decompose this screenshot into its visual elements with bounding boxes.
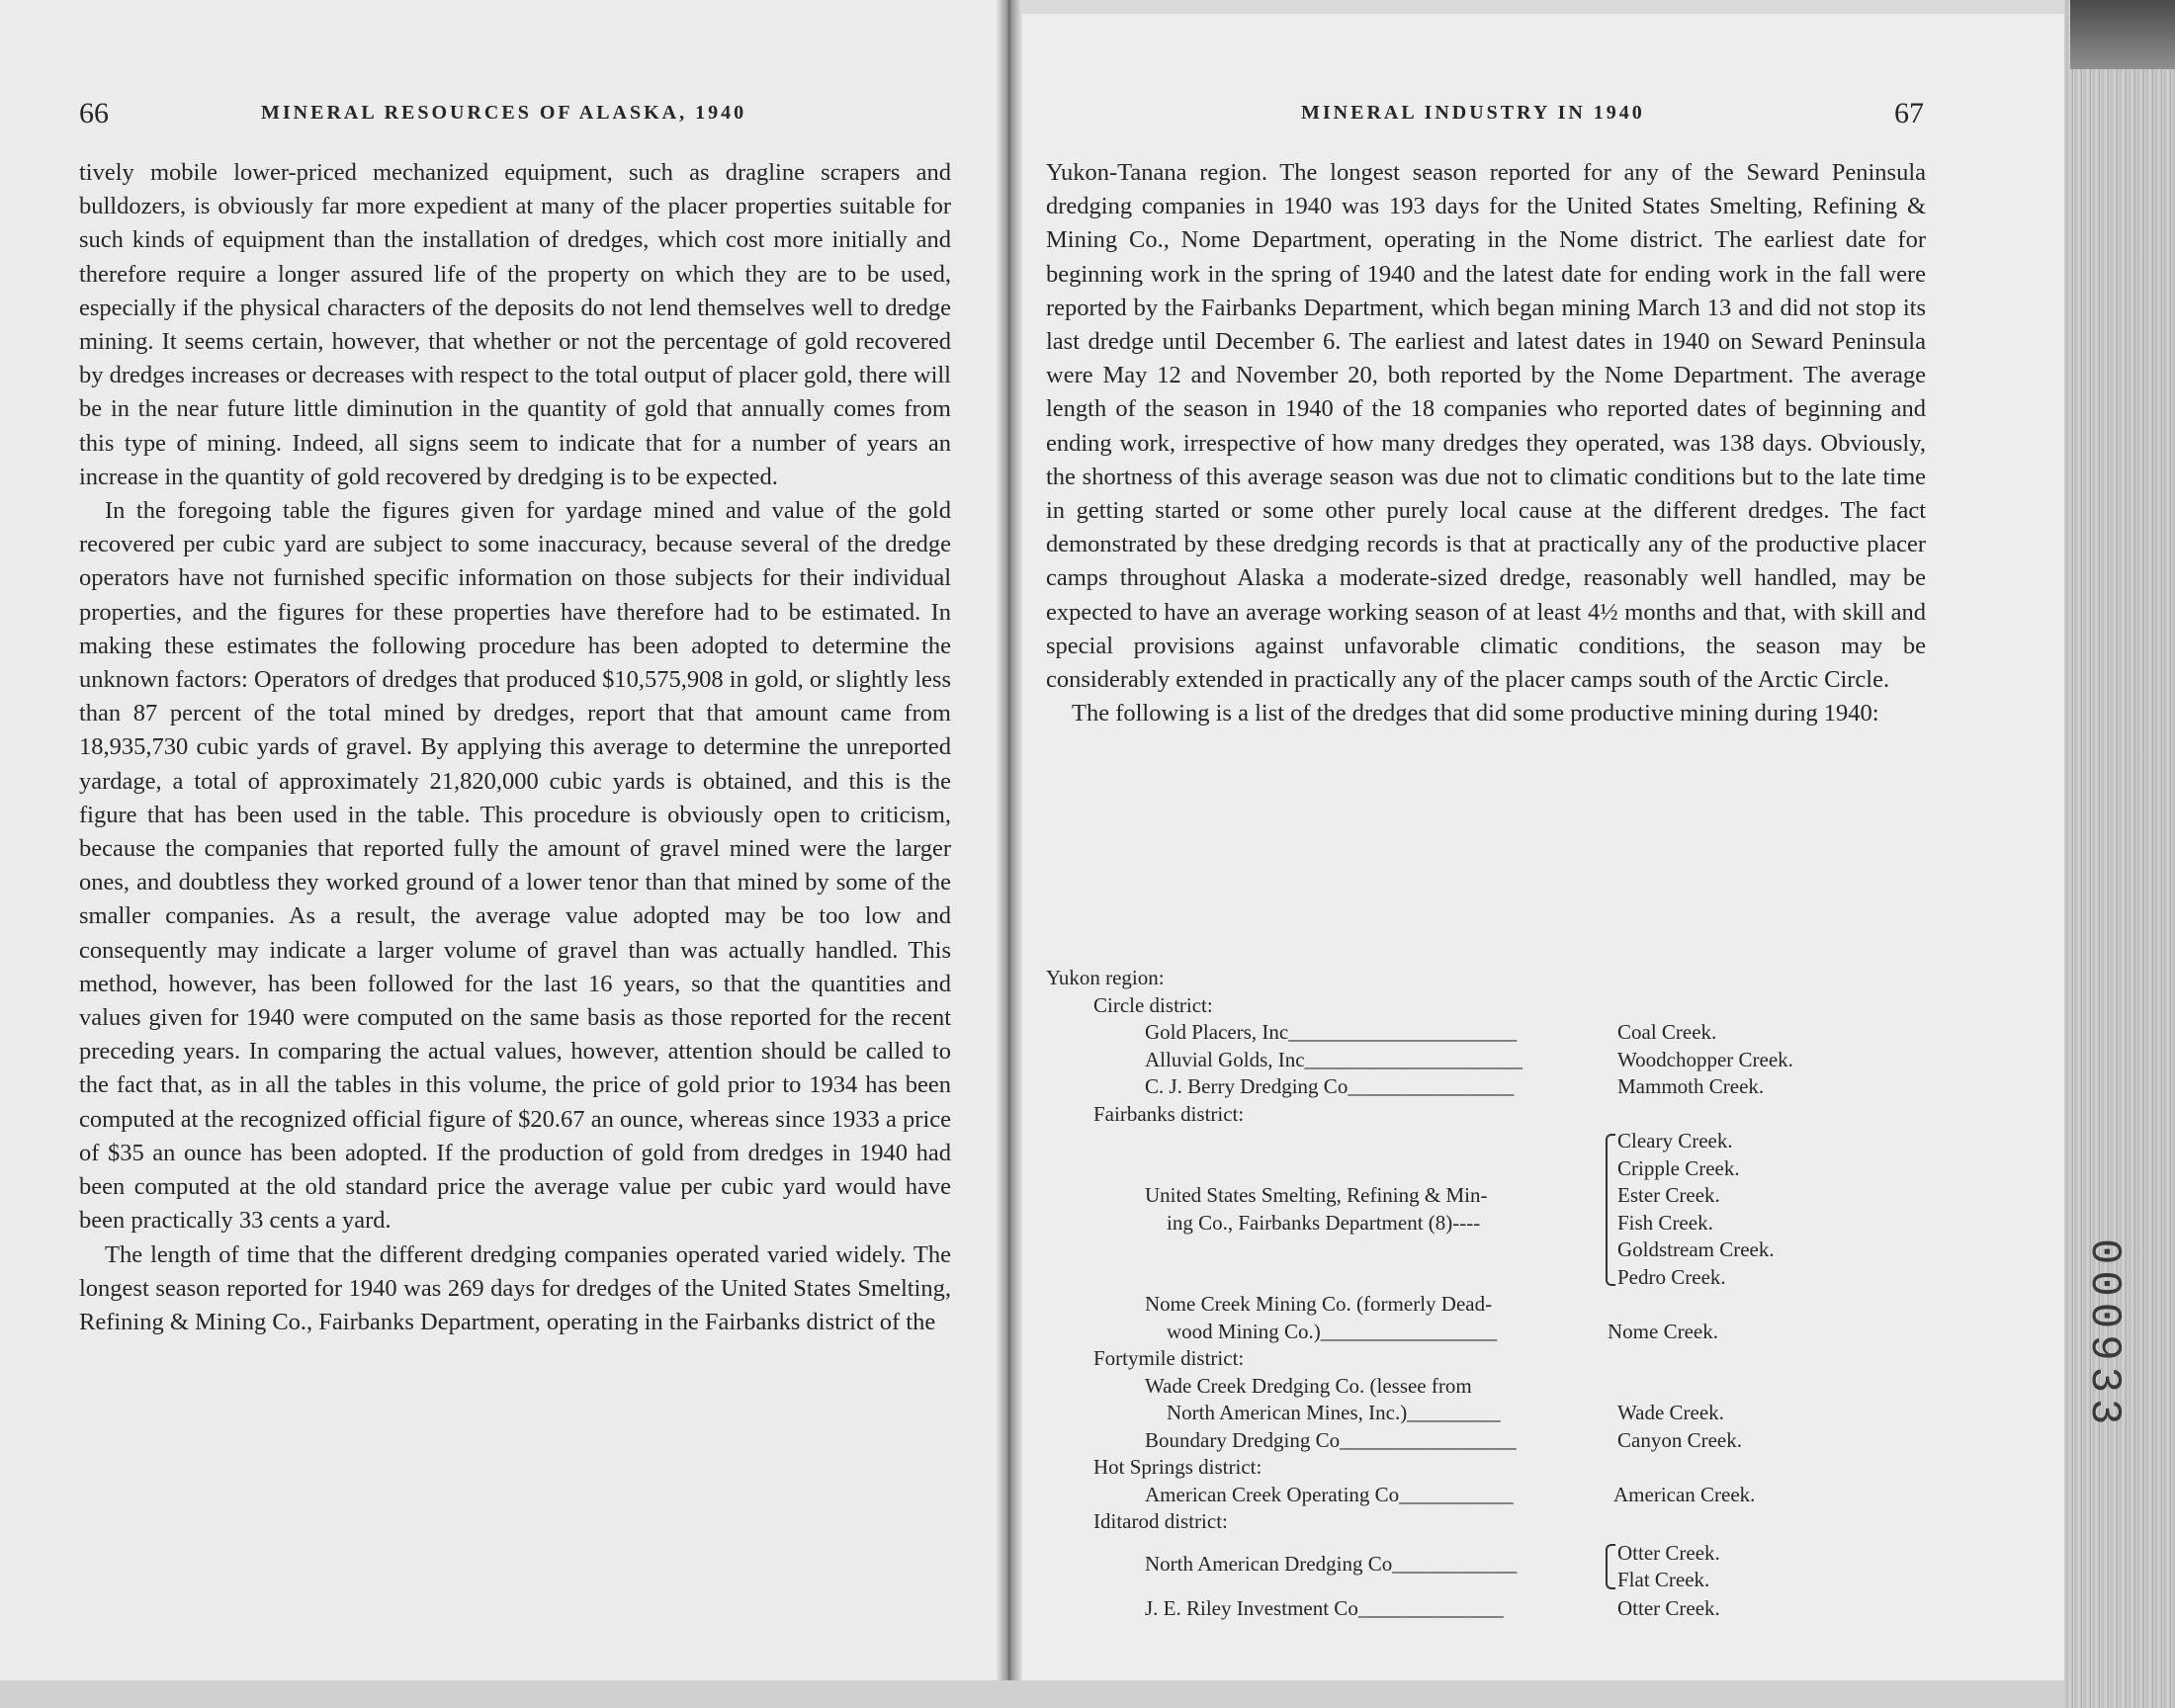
list-item <box>1046 1427 1936 1455</box>
list-item <box>1046 1047 1936 1074</box>
district-heading-hot-springs: Hot Springs district: <box>1093 1455 1262 1479</box>
company-name: Boundary Dredging Co_________________ <box>1145 1427 1517 1452</box>
district-heading-fortymile: Fortymile district: <box>1093 1346 1245 1370</box>
bottom-strip <box>0 1680 2064 1708</box>
right-running-head: MINERAL INDUSTRY IN 1940 <box>1301 102 1645 124</box>
edge-stamp-number: 000933 <box>2079 1238 2129 1431</box>
region-heading: Yukon region: <box>1046 966 1165 989</box>
company-name: J. E. Riley Investment Co______________ <box>1145 1595 1504 1620</box>
company-name-line-1: Nome Creek Mining Co. (formerly Dead- <box>1145 1292 1493 1316</box>
creek-name: Pedro Creek. <box>1617 1264 1726 1289</box>
creek-list <box>1617 1128 1775 1291</box>
creek-name: Wade Creek. <box>1617 1401 1724 1424</box>
district-heading-iditarod: Iditarod district: <box>1093 1509 1228 1533</box>
creek-name: Goldstream Creek. <box>1617 1238 1775 1261</box>
company-name: North American Dredging Co____________ <box>1145 1551 1518 1576</box>
company-name-line-1: United States Smelting, Refining & Min- <box>1145 1183 1488 1207</box>
company-name-line-2: wood Mining Co.)_________________ <box>1167 1319 1498 1343</box>
creek-name: Nome Creek. <box>1608 1319 1718 1343</box>
right-paragraph-1: Yukon-Tanana region. The longest season reported for any of the Seward Peninsula dredging companies in 1940 was 193 days for the United States Smelting, Refining & Mining Co., Nome Department, operating in the Nome district. The earliest date for beginning work in the spring of 1940 and the latest date for ending work in the fall were reported by the Fairbanks Department, which began mining March 13 and did not stop its last dredge until December 6. The earliest and latest dates in 1940 on Seward Peninsula were May 12 and November 20, both reported by the Nome Department. The average length of the season in 1940 of the 18 companies who reported dates of beginning and ending work, irrespective of how many dredges they operated, was 138 days. Obviously, the shortness of this average season was due not to climatic conditions but to the late time in getting started or some other purely local cause at the different dredges. The fact demonstrated by these dredging records is that at practically any of the productive placer camps throughout Alaska a moderate-sized dredge, reasonably well handled, may be expected to have an average working season of at least 4½ months and that, with skill and special provisions against unfavorable climatic conditions, the season may be considerably extended in practically any of the placer camps south of the Arctic Circle. <box>1046 159 1926 694</box>
district-heading-fairbanks: Fairbanks district: <box>1093 1101 1245 1126</box>
list-item-group <box>1046 1128 1936 1291</box>
company-name <box>1145 1182 1487 1237</box>
left-page-number: 66 <box>79 97 109 129</box>
creek-name: Cripple Creek. <box>1617 1155 1740 1180</box>
page-edges <box>2064 0 2175 1708</box>
list-item <box>1046 1373 1936 1427</box>
company-name: C. J. Berry Dredging Co________________ <box>1145 1074 1515 1098</box>
list-item <box>1046 1291 1936 1345</box>
creek-list <box>1617 1540 1720 1594</box>
left-page-body <box>79 156 951 1339</box>
left-paragraph-2: In the foregoing table the figures given for yardage mined and value of the gold recovered per cubic yard are subject to some inaccuracy, because several of the dredge operators have not furnished specific information on those subjects for their individual properties, and the figures for these properties have therefore had to be estimated. In making these estimates the following procedure has been adopted to determine the unknown factors: Operators of dredges that produced $10,575,908 in gold, or slightly less than 87 percent of the total mined by dredges, report that that amount came from 18,935,730 cubic yards of gravel. By applying this average to determine the unreported yardage, a total of approximately 21,820,000 cubic yards is obtained, and this is the figure that has been used in the table. This procedure is obviously open to criticism, because the companies that reported fully the amount of gravel mined were the larger ones, and doubtless they worked ground of a lower tenor than that mined by some of the smaller companies. As a result, the average value adopted may be too low and consequently may indicate a larger volume of gravel than was actually handled. This method, however, has been followed for the last 16 years, so that the quantities and values given for 1940 were computed on the same basis as those reported for the recent preceding years. In comparing the actual values, however, attention should be called to the fact that, as in all the tables in this volume, the price of gold prior to 1934 has been computed at the recognized official figure of $20.67 an ounce, whereas since 1933 a price of $35 an ounce has been adopted. If the production of gold from dredges in 1940 had been computed at the old standard price the average value per cubic yard would have been practically 33 cents a yard. <box>79 497 951 1235</box>
creek-name: Otter Creek. <box>1617 1540 1720 1565</box>
list-item <box>1046 1595 1936 1623</box>
company-name-line-2: ing Co., Fairbanks Department (8)---- <box>1167 1210 1481 1235</box>
left-paragraph-1: tively mobile lower-priced mechanized equipment, such as dragline scrapers and bulldozers, is obviously far more expedient at many of the placer properties suitable for such kinds of equipment than the installation of dredges, which cost more initially and therefore require a longer assured life of the property on which they are to be used, especially if the physical characters of the deposits do not lend themselves well to dredge mining. It seems certain, however, that whether or not the percentage of gold recovered by dredges increases or decreases with respect to the total output of placer gold, there will be in the near future little diminution in the quantity of gold that annually comes from this type of mining. Indeed, all signs seem to indicate that for a number of years an increase in the quantity of gold recovered by dredging is to be expected. <box>79 159 951 490</box>
company-name-line-1: Wade Creek Dredging Co. (lessee from <box>1145 1373 1472 1398</box>
right-page-body <box>1046 156 1926 730</box>
list-item-group <box>1046 1536 1936 1595</box>
list-item <box>1046 1073 1936 1101</box>
book-gutter <box>997 0 1022 1690</box>
brace <box>1606 1544 1615 1589</box>
company-name: Alluvial Golds, Inc_____________________ <box>1145 1047 1523 1071</box>
right-page-number: 67 <box>1894 97 1924 129</box>
creek-name: Woodchopper Creek. <box>1617 1047 1793 1071</box>
creek-name: Flat Creek. <box>1617 1568 1710 1591</box>
district-heading-circle: Circle district: <box>1093 992 1213 1017</box>
dredge-list <box>1046 965 1936 1622</box>
creek-name: Ester Creek. <box>1617 1183 1720 1207</box>
creek-name: Otter Creek. <box>1617 1595 1720 1620</box>
creek-name: Cleary Creek. <box>1617 1129 1733 1153</box>
left-paragraph-3: The length of time that the different dredging companies operated varied widely. The longest season reported for 1940 was 269 days for dredges of the United States Smelting, Refining & Mining Co., Fairbanks Department, operating in the Fairbanks district of the <box>79 1240 951 1335</box>
creek-name: Mammoth Creek. <box>1617 1074 1765 1098</box>
creek-name: American Creek. <box>1613 1482 1756 1506</box>
list-item <box>1046 1019 1936 1047</box>
page-edges-shadow <box>2070 0 2175 69</box>
creek-name: Canyon Creek. <box>1617 1427 1742 1452</box>
creek-name: Coal Creek. <box>1617 1020 1717 1044</box>
left-running-head: MINERAL RESOURCES OF ALASKA, 1940 <box>261 102 747 124</box>
company-name-line-2: North American Mines, Inc.)_________ <box>1167 1401 1501 1424</box>
creek-name: Fish Creek. <box>1617 1210 1713 1235</box>
company-name: Gold Placers, Inc______________________ <box>1145 1020 1518 1044</box>
brace <box>1606 1134 1615 1286</box>
company-name: American Creek Operating Co___________ <box>1145 1482 1514 1506</box>
right-paragraph-2: The following is a list of the dredges that did some productive mining during 1940: <box>1072 700 1879 727</box>
list-item <box>1046 1482 1936 1509</box>
